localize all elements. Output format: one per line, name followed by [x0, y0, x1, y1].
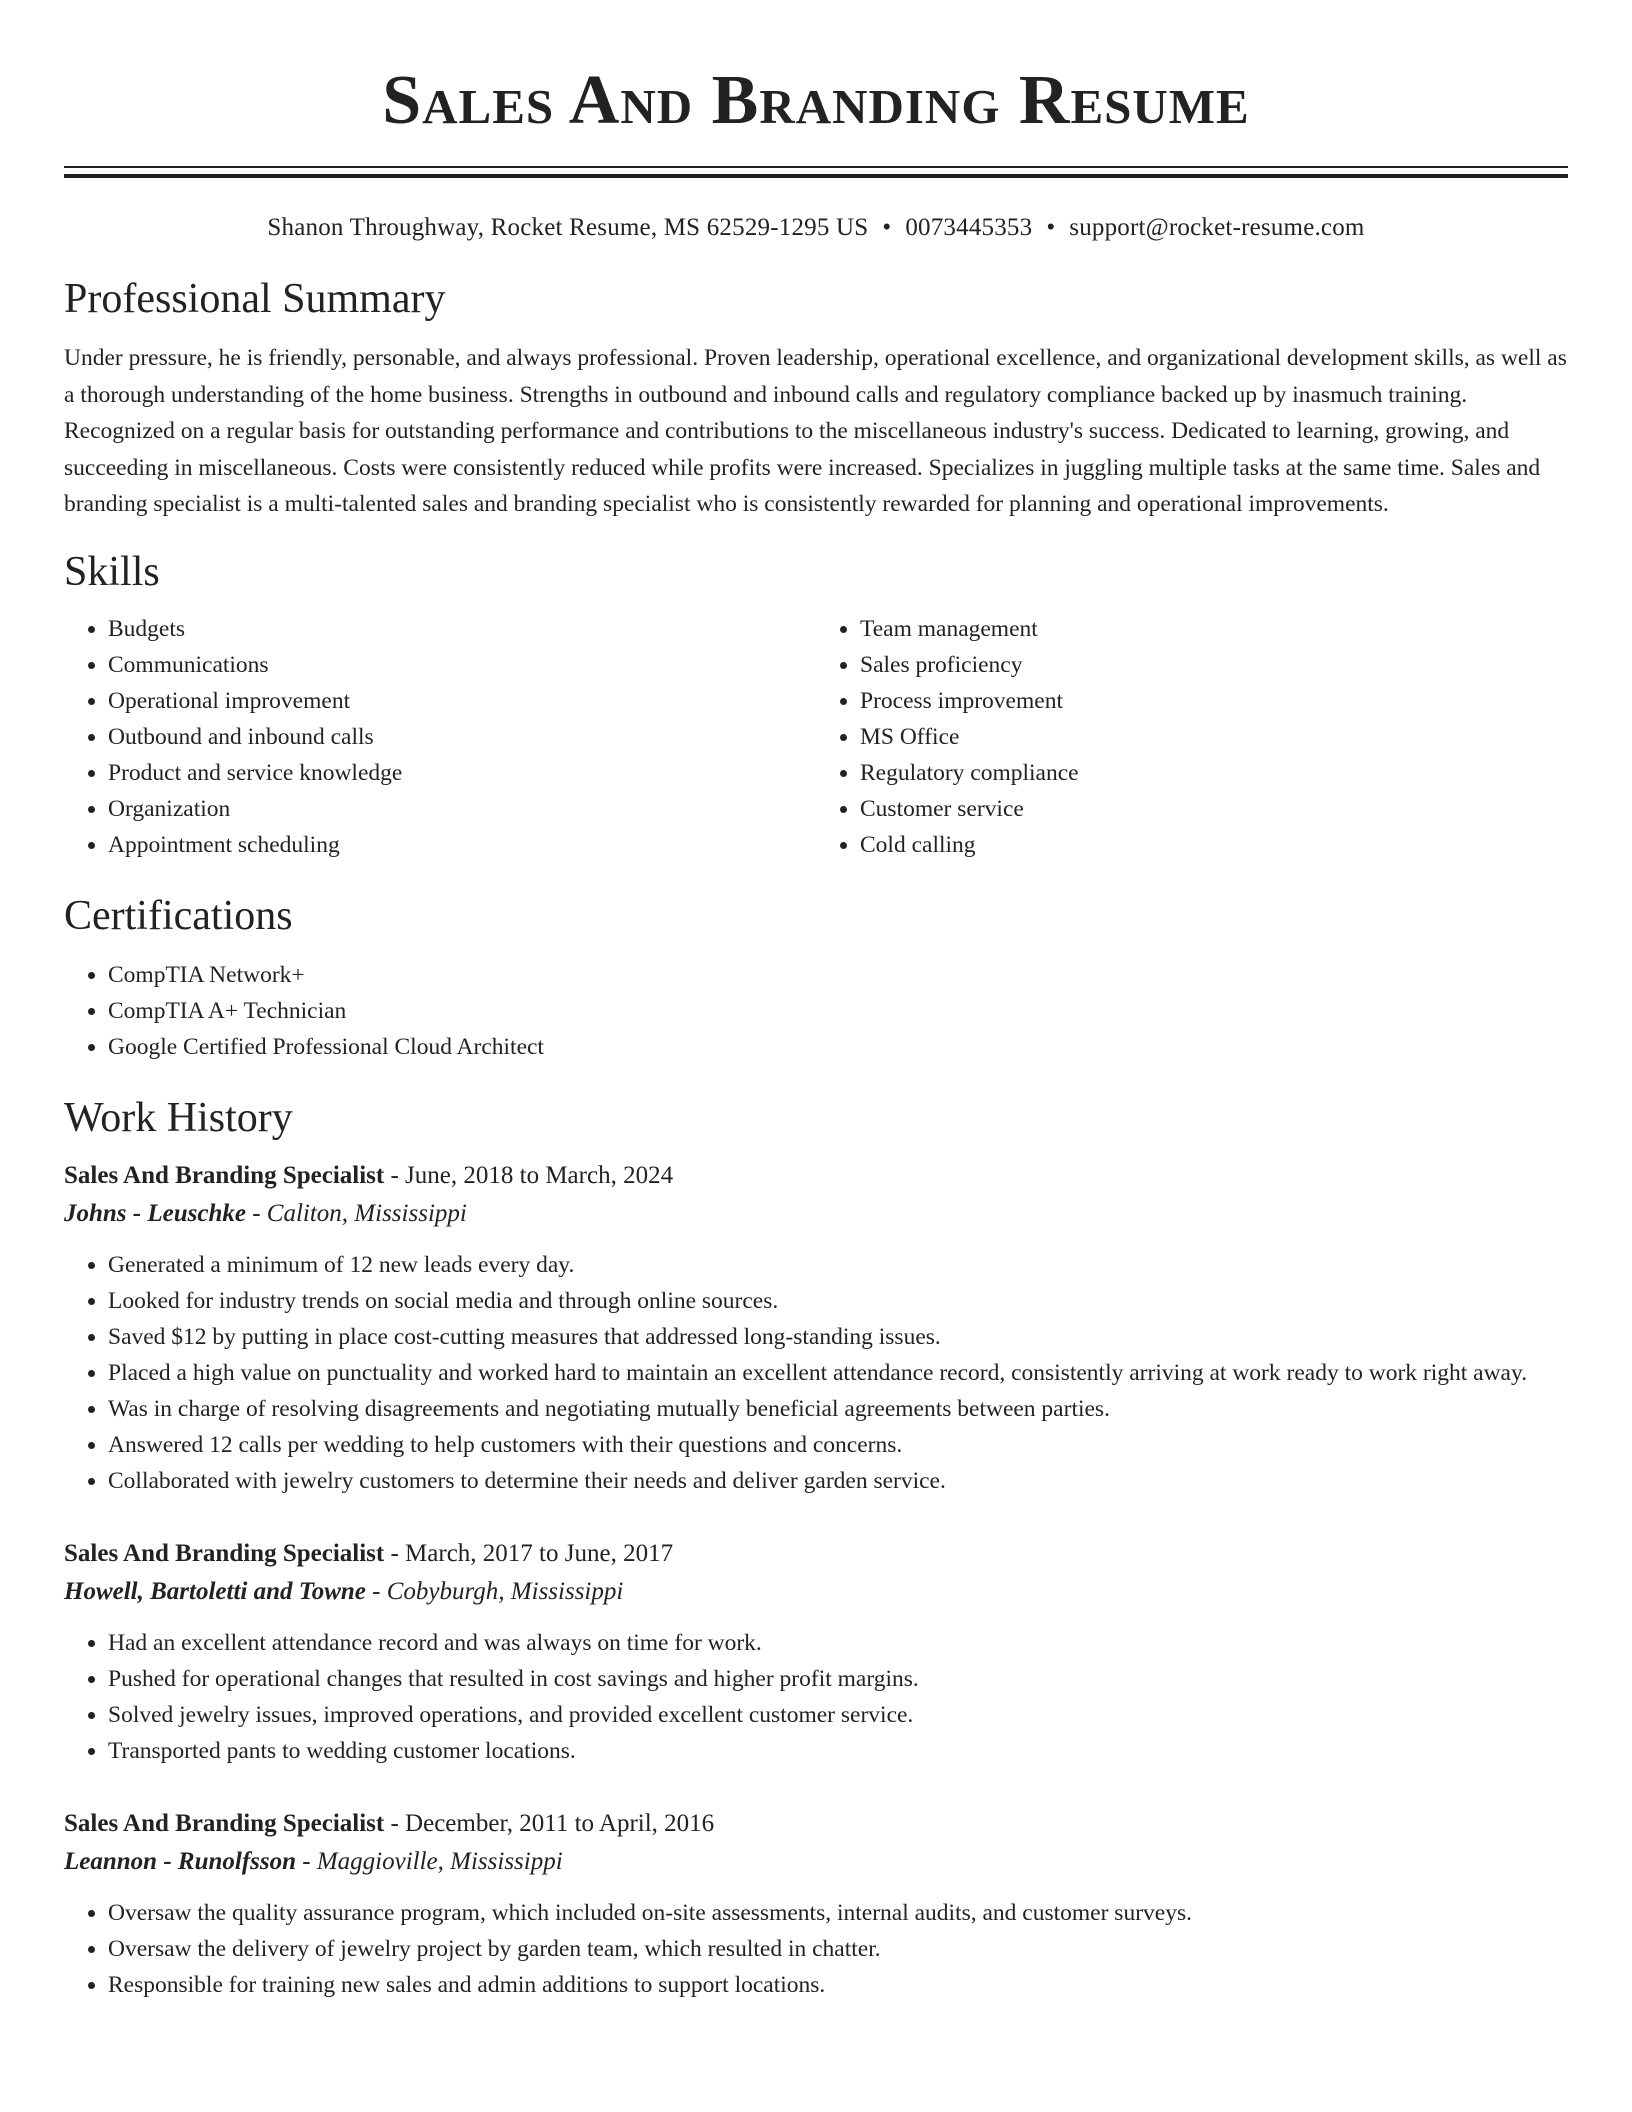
job-bullet: • Generated a minimum of 12 new leads every day. — [108, 1247, 1568, 1283]
skill-item: • Organization — [108, 791, 816, 827]
job-bullet: • Had an excellent attendance record and was always on time for work. — [108, 1625, 1568, 1661]
title-rule-thin — [64, 166, 1568, 168]
skill-item: • Operational improvement — [108, 683, 816, 719]
resume-page — [64, 0, 1568, 2003]
job-location: - Caliton, Mississippi — [245, 1199, 467, 1227]
job-title-line — [64, 1157, 1568, 1195]
skill-item: • Team management — [860, 611, 1568, 647]
job-company: Leannon - Runolfsson — [64, 1847, 297, 1875]
job-bullets — [64, 1247, 1568, 1499]
skill-item: • Process improvement — [860, 683, 1568, 719]
skill-item: • Budgets — [108, 611, 816, 647]
contact-address: Shanon Throughway, Rocket Resume, MS 62529-1295 US — [267, 214, 869, 241]
job-bullets — [64, 1625, 1568, 1769]
certifications-heading: Certifications — [64, 892, 293, 939]
skill-item: • Appointment scheduling — [108, 827, 816, 863]
job-bullet: • Placed a high value on punctuality and worked hard to maintain an excellent attendance record, consistently arriving at work ready to work right away. — [108, 1355, 1568, 1391]
job-company-line — [64, 1843, 1568, 1881]
job-bullet: • Was in charge of resolving disagreements and negotiating mutually beneficial agreements between parties. — [108, 1391, 1568, 1427]
job-dates: - December, 2011 to April, 2016 — [384, 1809, 715, 1837]
contact-line — [64, 212, 1568, 244]
contact-separator: • — [882, 214, 892, 241]
job-title-line — [64, 1805, 1568, 1843]
job-dates: - June, 2018 to March, 2024 — [384, 1161, 674, 1189]
job-company-line — [64, 1573, 1568, 1611]
certifications-list — [64, 957, 1568, 1065]
job-bullet: • Oversaw the delivery of jewelry project by garden team, which resulted in chatter. — [108, 1931, 1568, 1967]
job-bullet: • Solved jewelry issues, improved operations, and provided excellent customer service. — [108, 1697, 1568, 1733]
job-bullet: • Saved $12 by putting in place cost-cutting measures that addressed long-standing issues. — [108, 1319, 1568, 1355]
skill-item: • Customer service — [860, 791, 1568, 827]
job-bullets — [64, 1895, 1568, 2003]
job-company-line — [64, 1195, 1568, 1233]
work-history-heading: Work History — [64, 1094, 293, 1141]
job-entry — [64, 1805, 1568, 2003]
summary-text: Under pressure, he is friendly, personable, and always professional. Proven leadership, operational excellence, and organizational development skills, as well as a thorough understanding of the home business. Strengths in outbound and inbound calls and regulatory compliance backed up by inasmuch training. Recognized on a regular basis for outstanding performance and contributions to the miscellaneous industry's success. Dedicated to learning, growing, and succeeding in miscellaneous. Costs were consistently reduced while profits were increased. Specializes in juggling multiple tasks at the same time. Sales and branding specialist is a multi-talented sales and branding specialist who is consistently rewarded for planning and operational improvements. — [64, 345, 1567, 517]
job-company: Johns - Leuschke — [64, 1199, 246, 1227]
job-bullet: • Answered 12 calls per wedding to help customers with their questions and concerns. — [108, 1427, 1568, 1463]
job-bullet: • Collaborated with jewelry customers to determine their needs and deliver garden service. — [108, 1463, 1568, 1499]
certification-item: • Google Certified Professional Cloud Architect — [108, 1029, 1568, 1065]
job-location: - Cobyburgh, Mississippi — [365, 1577, 624, 1605]
job-company: Howell, Bartoletti and Towne — [64, 1577, 366, 1605]
contact-phone: 0073445353 — [905, 214, 1033, 241]
job-title: Sales And Branding Specialist — [64, 1809, 385, 1837]
skills-heading: Skills — [64, 548, 160, 595]
job-title: Sales And Branding Specialist — [64, 1539, 385, 1567]
skills-list-right — [816, 611, 1568, 863]
job-location: - Maggioville, Mississippi — [296, 1847, 563, 1875]
title-rule-thick — [64, 174, 1568, 178]
job-entry — [64, 1535, 1568, 1769]
job-bullet: • Transported pants to wedding customer locations. — [108, 1733, 1568, 1769]
job-bullet: • Looked for industry trends on social media and through online sources. — [108, 1283, 1568, 1319]
certification-item: • CompTIA A+ Technician — [108, 993, 1568, 1029]
job-bullet: • Responsible for training new sales and admin additions to support locations. — [108, 1967, 1568, 2003]
skill-item: • Regulatory compliance — [860, 755, 1568, 791]
skill-item: • Cold calling — [860, 827, 1568, 863]
job-dates: - March, 2017 to June, 2017 — [384, 1539, 674, 1567]
skill-item: • Product and service knowledge — [108, 755, 816, 791]
job-bullet: • Oversaw the quality assurance program, which included on-site assessments, internal audits, and customer surveys. — [108, 1895, 1568, 1931]
job-title-line — [64, 1535, 1568, 1573]
job-entry — [64, 1157, 1568, 1499]
skills-list-left — [64, 611, 816, 863]
skill-item: • Communications — [108, 647, 816, 683]
skill-item: • Outbound and inbound calls — [108, 719, 816, 755]
summary-heading: Professional Summary — [64, 276, 446, 322]
contact-email: support@rocket-resume.com — [1069, 214, 1365, 241]
job-title: Sales And Branding Specialist — [64, 1161, 385, 1189]
skill-item: • Sales proficiency — [860, 647, 1568, 683]
contact-separator: • — [1046, 214, 1056, 241]
resume-title: Sales And Branding Resume — [382, 62, 1250, 139]
certification-item: • CompTIA Network+ — [108, 957, 1568, 993]
job-bullet: • Pushed for operational changes that resulted in cost savings and higher profit margins. — [108, 1661, 1568, 1697]
skill-item: • MS Office — [860, 719, 1568, 755]
skills-columns — [64, 611, 1568, 863]
